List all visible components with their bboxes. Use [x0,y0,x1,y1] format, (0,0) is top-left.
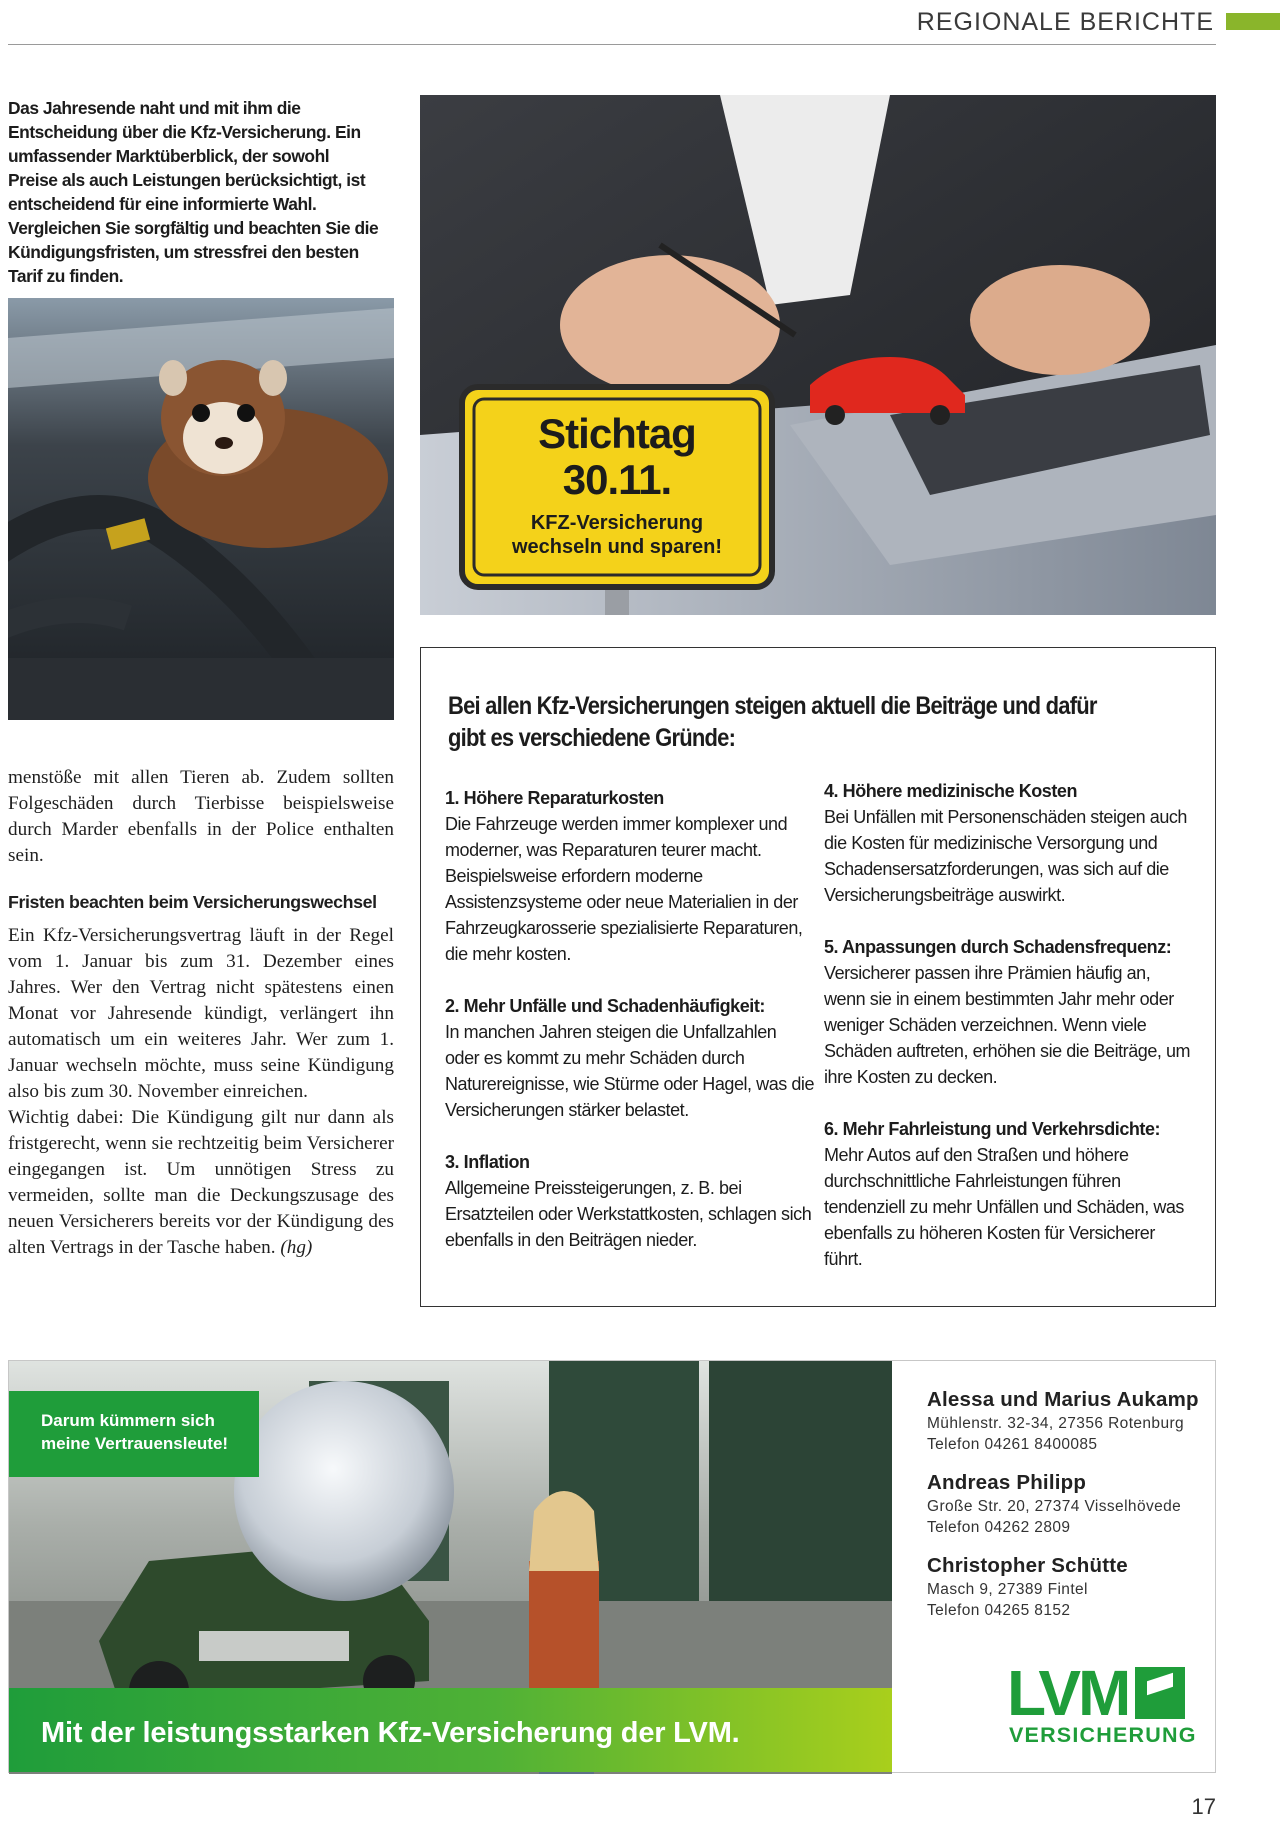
agent-address: Mühlenstr. 32-34, 27356 Rotenburg [927,1415,1185,1432]
reasons-box-title: Bei allen Kfz-Versicherungen steigen aktuell die Beiträge und dafür gibt es verschiedene Gründe: [448,692,1097,752]
reason-text: Die Fahrzeuge werden immer komplexer und moderner, was Reparaturen teurer macht. Beispielsweise erfordern moderne Assistenzsysteme oder neue Materialien in der Fahrzeugkarosserie spezialisierte Reparaturen, die mehr kosten. [445,814,803,964]
reason-text: Bei Unfällen mit Personenschäden steigen auch die Kosten für medizinische Versorgung und Schadensersatzforderungen, was sich auf die Versicherungsbeiträge auswirkt. [824,807,1187,905]
article-paragraph [8,1105,394,1261]
agent-phone: Telefon 04265 8152 [927,1602,1071,1619]
agent-entry [927,1553,1207,1621]
reason-title: 3. Inflation [445,1152,530,1172]
section-accent-bar [1226,13,1280,30]
article-subheading: Fristen beachten beim Versicherungswechsel [8,892,377,912]
author-initials: (hg) [280,1237,313,1258]
reason-title: 1. Höhere Reparaturkosten [445,788,664,808]
deadline-sign-photo [420,95,1216,615]
reason-item [445,1149,815,1253]
agent-address: Masch 9, 27389 Fintel [927,1581,1088,1598]
header-divider [8,44,1216,45]
agent-address: Große Str. 20, 27374 Visselhövede [927,1498,1182,1515]
reasons-column-left [445,785,815,1279]
reason-text: Versicherer passen ihre Prämien häufig an, wenn sie in einem bestimmten Jahr mehr oder weniger Schäden verzeichnen. Wenn viele Schäden auftreten, erhöhen sie die Beiträge, um ihre Kosten zu decken. [824,963,1191,1087]
section-title: REGIONALE BERICHTE [916,8,1214,36]
reason-title: 5. Anpassungen durch Schadensfrequenz: [824,937,1172,957]
sign-title: Stichtag [538,410,696,457]
article-paragraph: menstöße mit allen Tieren ab. Zudem sollten Folgeschäden durch Tierbisse beispielsweise durch Marder ebenfalls in der Police enthalten sein. [8,767,394,866]
article-body [8,765,394,1261]
reason-item [824,934,1194,1090]
lvm-logo-subtitle: VERSICHERUNG [1009,1723,1197,1747]
reason-text: In manchen Jahren steigen die Unfallzahlen oder es kommt zu mehr Schäden durch Naturereignisse, wie Stürme oder Hagel, was die Versicherungen stärker belastet. [445,1022,815,1120]
lvm-flag-icon [1135,1667,1185,1719]
reason-item [824,1116,1194,1272]
agent-entry [927,1387,1207,1455]
reason-title: 2. Mehr Unfälle und Schadenhäufigkeit: [445,996,765,1016]
intro-paragraph: Das Jahresende naht und mit ihm die Entscheidung über die Kfz-Versicherung. Ein umfassender Marktüberblick, der sowohl Preise als auch Leistungen berücksichtigt, ist entscheidend für eine informierte Wahl. Vergleichen Sie sorgfältig und beachten Sie die Kündigungsfristen, um stressfrei den besten Tarif zu finden. [8,98,379,286]
agent-phone: Telefon 04262 2809 [927,1519,1071,1536]
marten-engine-photo [8,298,394,720]
article-paragraph-text: Wichtig dabei: Die Kündigung gilt nur dann als fristgerecht, wenn sie rechtzeitig beim Versicherer eingegangen ist. Um unnötigen Stress zu vermeiden, sollte man die Deckungszusage des neuen Versicherers bereits vor der Kündigung des alten Vertrags in der Tasche haben. [8,1107,394,1258]
reason-text: Mehr Autos auf den Straßen und höhere durchschnittliche Fahrleistungen führen tendenziell zu mehr Unfällen und Schäden, was ebenfalls zu höheren Kosten für Versicherer führt. [824,1145,1184,1269]
lvm-advertisement[interactable] [8,1360,1216,1773]
ad-slogan: Mit der leistungsstarken Kfz-Versicherung der LVM. [41,1717,740,1749]
ad-badge-line2: meine Vertrauensleute! [41,1434,229,1453]
sign-date: 30.11. [562,456,672,503]
reason-title: 4. Höhere medizinische Kosten [824,781,1078,801]
lvm-logo [1007,1657,1197,1751]
ad-slogan-bar [9,1688,892,1772]
sign-text-line1: KFZ-Versicherung [530,512,704,534]
agent-name: Andreas Philipp [927,1471,1087,1494]
reason-item [824,778,1194,908]
reasons-column-right [824,778,1194,1298]
lvm-logo-word: LVM [1007,1657,1129,1729]
reason-title: 6. Mehr Fahrleistung und Verkehrsdichte: [824,1119,1161,1139]
agent-phone: Telefon 04261 8400085 [927,1436,1098,1453]
agent-name: Christopher Schütte [927,1554,1128,1577]
agent-name: Alessa und Marius Aukamp [927,1388,1199,1411]
ad-badge [9,1391,259,1477]
reason-item [445,785,815,967]
article-paragraph: Ein Kfz-Versicherungsvertrag läuft in der Regel vom 1. Januar bis zum 31. Dezember eines Jahres. Wer den Vertrag nicht spätestens einen Monat vor Jahresende kündigt, verlängert ihn automatisch um ein weiteres Jahr. Wer zum 1. Januar wechseln möchte, muss seine Kündigung also bis zum 30. November einreichen. [8,925,394,1102]
reason-item [445,993,815,1123]
ad-badge-line1: Darum kümmern sich [41,1411,215,1430]
agent-entry [927,1470,1207,1538]
agent-contacts [927,1387,1207,1636]
sign-text-line2: wechseln und sparen! [511,536,723,558]
reason-text: Allgemeine Preissteigerungen, z. B. bei Ersatzteilen oder Werkstattkosten, schlagen sich ebenfalls in den Beiträgen nieder. [445,1178,812,1250]
reasons-box [420,647,1216,1307]
page-number: 17 [1191,1794,1216,1819]
